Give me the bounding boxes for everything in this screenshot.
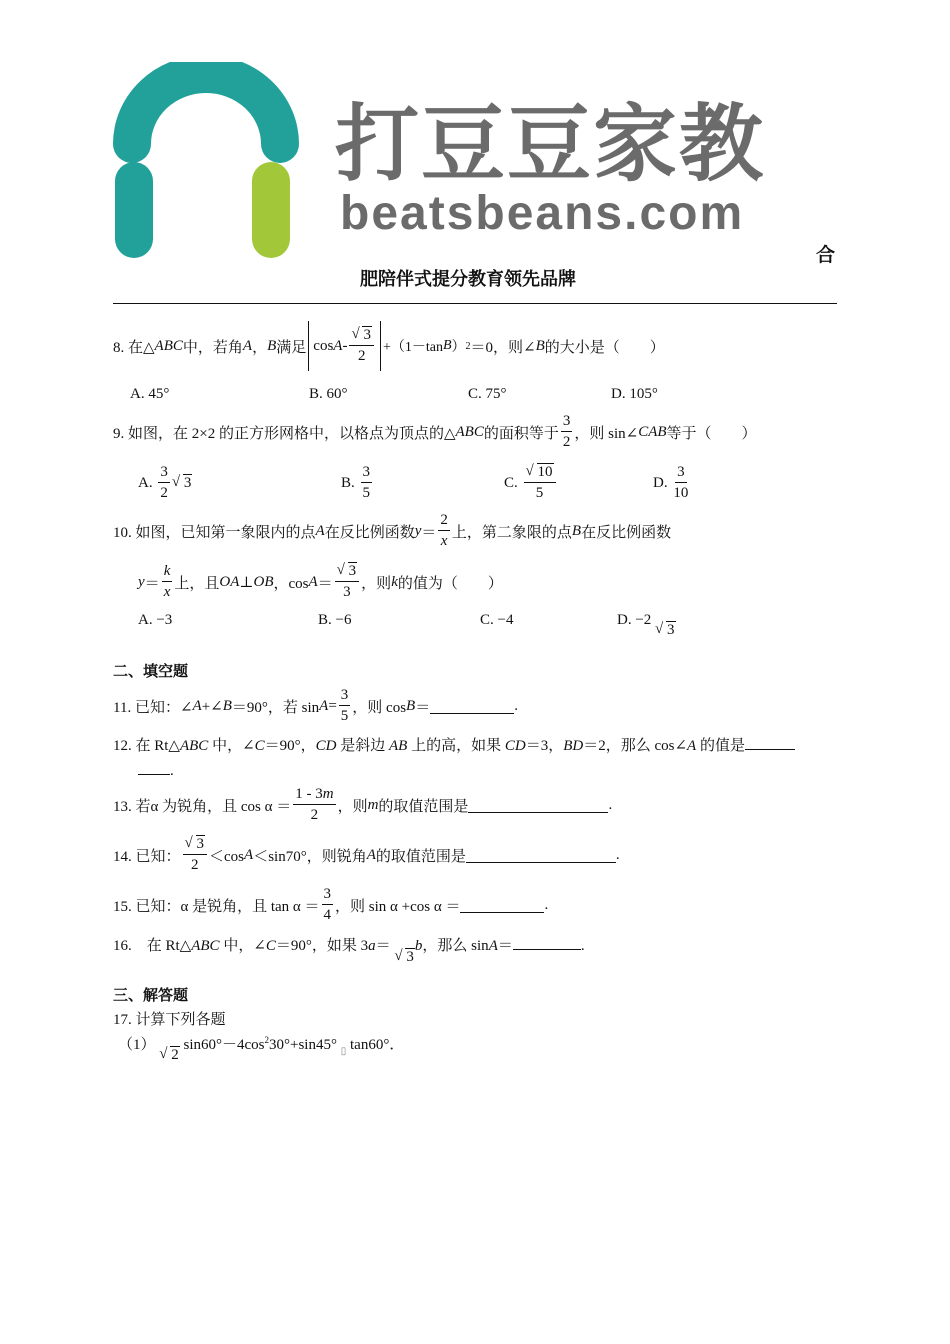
section-solve: 三、解答题: [113, 987, 189, 1004]
question-14: 14. 已知： √ $\frac{3}{2}$ ＜cos A ＜sin70°，则锐角 A 的取值范围是 .: [113, 832, 620, 878]
answer-blank[interactable]: [466, 848, 616, 863]
q10-option-c: C. −4: [480, 612, 514, 628]
q9-option-d: D. $\frac{3}{10}$: [653, 464, 689, 501]
question-12: 12. 在 Rt△ABC 中，∠C＝90°，CD 是斜边 AB 上的高，如果 CD＝3，BD＝2，那么 cos∠A 的值是: [113, 734, 795, 755]
question-17-title: 17. 计算下列各题: [113, 1012, 226, 1028]
question-15: 15. 已知：α 是锐角，且 tan α ＝ $\frac{3}{4}$ ，则 sin α +cos α ＝ .: [113, 886, 549, 923]
question-8: 8. 在△ ABC 中，若角 A ， B 满足 cos A - √ $\frac{3}{2}$ +（1－tan B ） 2 ＝0，则∠ B 的大小是（ ）: [113, 318, 665, 374]
q8-option-d: D. 105°: [611, 386, 658, 402]
brand-slogan: 肥陪伴式提分教育领先品牌: [360, 269, 576, 289]
q8-option-b: B. 60°: [309, 386, 348, 402]
answer-blank[interactable]: [468, 798, 608, 813]
question-10-line-1: 10. 如图，已知第一象限内的点 A 在反比例函数 y ＝ $\frac{2}{x}$ 上，第二象限的点 B 在反比例函数: [113, 512, 672, 549]
question-12-cont: .: [138, 762, 174, 780]
q9-option-c: C. √ $\frac{10}{5}$: [504, 460, 558, 506]
q8-option-c: C. 75°: [468, 386, 507, 402]
q9-option-a: A. $\frac{3}{2}$ √ 3: [138, 460, 192, 506]
header-side-char: 合: [816, 245, 836, 266]
q10-option-d: D. −2 √ 3: [617, 612, 676, 629]
question-17-part-1: （1） √ 2 $\sin 60^\circ-4\cos^230^\circ+\sin 45^\circ$ $_▯$ tan60°．: [118, 1033, 404, 1054]
answer-blank-cont[interactable]: [138, 762, 170, 775]
answer-blank[interactable]: [430, 699, 514, 714]
question-10-line-2: y ＝ $\frac{k}{x}$ 上，且 OA ⊥ OB ，cos A ＝ √ $\frac{3}{3}$ ，则 k 的值为（ ）: [138, 559, 503, 605]
answer-blank[interactable]: [745, 735, 795, 750]
question-9: 9. 如图，在 2×2 的正方形网格中，以格点为顶点的△ ABC 的面积等于 $\frac{3}{2}$ ，则 sin∠ CAB 等于（ ）: [113, 413, 757, 450]
q8-option-a: A. 45°: [130, 386, 170, 402]
answer-blank[interactable]: [460, 898, 544, 913]
abs-value: cos A - √ $\frac{3}{2}$: [308, 321, 381, 371]
q10-option-b: B. −6: [318, 612, 352, 628]
q9-option-b: B. $\frac{3}{5}$: [341, 464, 371, 501]
question-13: 13. 若α 为锐角，且 cos α ＝ $\frac{1 - 3m}{2}$ ，则 m 的取值范围是 .: [113, 786, 613, 823]
brand-name: 打豆豆家教: [335, 97, 766, 191]
brand-url: beatsbeans.com: [340, 187, 745, 240]
header-divider: [113, 303, 837, 304]
section-fill-in: 二、填空题: [113, 663, 189, 680]
question-16: 16. 在 Rt△ABC 中，∠C＝90°，如果 3a＝ √ 3b，那么 sinA＝ .: [113, 934, 585, 955]
q10-option-a: A. −3: [138, 612, 173, 628]
question-11: 11. 已知：∠ A +∠ B ＝90°，若 sin A = $\frac{3}{5}$ ，则 cos B ＝ .: [113, 687, 518, 724]
brand-logo-icon: [110, 62, 305, 262]
answer-blank[interactable]: [513, 935, 581, 950]
